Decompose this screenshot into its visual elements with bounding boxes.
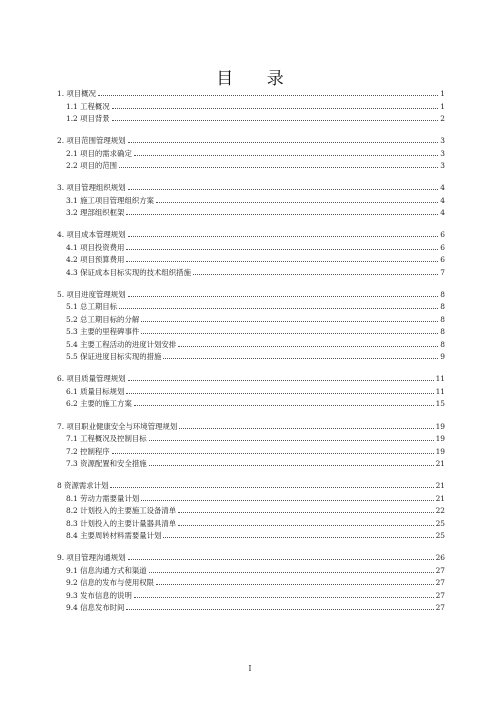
toc-entry-label: 2.1 项目的需求确定 <box>66 148 132 158</box>
toc-entry-label: 2. 项目范围管理规划 <box>57 136 126 146</box>
toc-entry-label: 9.1 信息沟通方式和渠道 <box>66 565 147 575</box>
toc-dot-leader <box>156 193 438 203</box>
toc-section-entry[interactable] <box>57 371 445 384</box>
toc-entry-page-number: 15 <box>435 399 445 409</box>
toc-dot-leader <box>128 180 439 190</box>
toc-dot-leader <box>119 299 438 309</box>
toc-entry-page-number: 11 <box>435 386 445 396</box>
toc-entry-page-number: 8 <box>440 339 445 349</box>
toc-entry-label: 5.2 总工期目标的分解 <box>66 314 140 324</box>
toc-entry-page-number: 3 <box>440 161 445 171</box>
toc-entry-label: 4. 项目成本管理规划 <box>57 230 126 240</box>
toc-entry-label: 1.1 工程概况 <box>66 101 110 111</box>
toc-entry-label: 1. 项目概况 <box>57 89 96 98</box>
toc-entry-label: 8 资源需求计划 <box>57 481 109 491</box>
toc-subsection-entry[interactable] <box>57 456 445 469</box>
toc-dot-leader <box>149 431 434 441</box>
toc-entry-page-number: 6 <box>440 242 445 252</box>
toc-dot-leader <box>193 265 438 275</box>
toc-subsection-entry[interactable] <box>57 384 445 397</box>
toc-entry-page-number: 21 <box>435 459 445 469</box>
toc-section-entry[interactable] <box>57 478 445 491</box>
toc-dot-leader <box>134 146 438 156</box>
toc-subsection-entry[interactable] <box>57 444 445 457</box>
toc-entry-page-number: 21 <box>435 493 445 503</box>
toc-subsection-entry[interactable] <box>57 252 445 265</box>
toc-entry-label: 5.3 主要的里程碑事件 <box>66 327 140 337</box>
toc-subsection-entry[interactable] <box>57 324 445 337</box>
toc-dot-leader <box>110 478 433 488</box>
toc-subsection-entry[interactable] <box>57 563 445 576</box>
toc-entry-page-number: 3 <box>440 148 445 158</box>
toc-subsection-entry[interactable] <box>57 146 445 159</box>
toc-dot-leader <box>112 111 439 121</box>
toc-entry-label: 5.1 总工期目标 <box>66 302 118 312</box>
toc-entry-page-number: 4 <box>440 183 445 193</box>
toc-entry-page-number: 19 <box>435 434 445 444</box>
toc-entry-label: 9.4 信息发布时间 <box>66 603 125 613</box>
toc-entry-label: 4.3 保证成本目标实现的技术组织措施 <box>66 267 191 277</box>
toc-dot-leader <box>141 312 438 322</box>
toc-subsection-entry[interactable] <box>57 575 445 588</box>
toc-subsection-entry[interactable] <box>57 99 445 112</box>
toc-entry-page-number: 25 <box>435 518 445 528</box>
toc-dot-leader <box>128 371 434 381</box>
toc-entry-label: 5. 项目进度管理规划 <box>57 289 126 299</box>
toc-subsection-entry[interactable] <box>57 396 445 409</box>
toc-entry-page-number: 19 <box>435 446 445 456</box>
toc-entry-page-number: 9 <box>440 352 445 362</box>
toc-entry-page-number: 6 <box>440 230 445 240</box>
toc-subsection-entry[interactable] <box>57 337 445 350</box>
toc-section-entry[interactable] <box>57 419 445 432</box>
toc-dot-leader <box>126 240 438 250</box>
toc-dot-leader <box>163 528 433 538</box>
toc-dot-leader <box>149 456 434 466</box>
toc-dot-leader <box>178 503 433 513</box>
toc-dot-leader <box>119 158 438 168</box>
toc-entry-page-number: 1 <box>440 89 445 98</box>
toc-entry-label: 8.3 计划投入的主要计量器具清单 <box>66 518 177 528</box>
toc-entry-page-number: 22 <box>435 506 445 516</box>
toc-entry-label: 8.4 主要周转材料需要量计划 <box>66 531 162 541</box>
toc-dot-leader <box>126 205 438 215</box>
toc-dot-leader <box>141 324 438 334</box>
toc-dot-leader <box>134 588 434 598</box>
toc-section-entry[interactable] <box>57 287 445 300</box>
toc-entry-label: 7.3 资源配置和安全措施 <box>66 459 147 469</box>
toc-entry-page-number: 4 <box>440 195 445 205</box>
toc-section-entry[interactable] <box>57 86 445 99</box>
toc-dot-leader <box>141 491 433 501</box>
toc-entry-page-number: 8 <box>440 289 445 299</box>
toc-entry-label: 8.1 劳动力需要量计划 <box>66 493 140 503</box>
toc-dot-leader <box>128 227 439 237</box>
table-of-contents <box>57 86 445 613</box>
page-number: I <box>248 664 252 673</box>
toc-subsection-entry[interactable] <box>57 111 445 124</box>
toc-entry-page-number: 6 <box>440 255 445 265</box>
toc-entry-label: 9. 项目管理沟通规划 <box>57 553 126 563</box>
toc-section-entry[interactable] <box>57 227 445 240</box>
toc-dot-leader <box>178 516 433 526</box>
toc-subsection-entry[interactable] <box>57 240 445 253</box>
toc-subsection-entry[interactable] <box>57 312 445 325</box>
toc-entry-label: 9.3 发布信息的说明 <box>66 590 132 600</box>
toc-entry-label: 3. 项目管理组织规划 <box>57 183 126 193</box>
toc-entry-page-number: 8 <box>440 314 445 324</box>
toc-subsection-entry[interactable] <box>57 299 445 312</box>
toc-entry-label: 5.4 主要工程活动的进度计划安排 <box>66 339 177 349</box>
toc-subsection-entry[interactable] <box>57 516 445 529</box>
toc-dot-leader <box>134 396 434 406</box>
toc-entry-page-number: 27 <box>435 603 445 613</box>
toc-subsection-entry[interactable] <box>57 600 445 613</box>
toc-section-entry[interactable] <box>57 133 445 146</box>
toc-entry-page-number: 27 <box>435 578 445 588</box>
toc-subsection-entry[interactable] <box>57 158 445 171</box>
toc-dot-leader <box>149 563 434 573</box>
toc-entry-label: 4.2 项目预算费用 <box>66 255 125 265</box>
toc-entry-page-number: 7 <box>440 267 445 277</box>
toc-subsection-entry[interactable] <box>57 588 445 601</box>
toc-subsection-entry[interactable] <box>57 503 445 516</box>
toc-entry-label: 2.2 项目的范围 <box>66 161 118 171</box>
toc-subsection-entry[interactable] <box>57 193 445 206</box>
toc-subsection-entry[interactable] <box>57 491 445 504</box>
toc-dot-leader <box>112 444 434 454</box>
toc-dot-leader <box>128 550 434 560</box>
toc-dot-leader <box>126 600 433 610</box>
toc-entry-label: 6.1 质量目标规划 <box>66 386 125 396</box>
toc-entry-page-number: 27 <box>435 565 445 575</box>
toc-entry-page-number: 11 <box>435 374 445 384</box>
toc-subsection-entry[interactable] <box>57 431 445 444</box>
toc-dot-leader <box>112 99 439 109</box>
toc-entry-label: 6.2 主要的施工方案 <box>66 399 132 409</box>
toc-dot-leader <box>126 252 438 262</box>
toc-entry-label: 7. 项目职业健康安全与环境管理规划 <box>57 421 178 431</box>
toc-section-entry[interactable] <box>57 550 445 563</box>
toc-entry-label: 7.2 控制程序 <box>66 446 110 456</box>
toc-entry-page-number: 4 <box>440 208 445 218</box>
toc-entry-label: 9.2 信息的发布与使用权限 <box>66 578 155 588</box>
toc-dot-leader <box>178 337 438 347</box>
toc-entry-page-number: 8 <box>440 327 445 337</box>
toc-entry-label: 3.2 理部组织框架 <box>66 208 125 218</box>
toc-entry-page-number: 3 <box>440 136 445 146</box>
toc-entry-label: 1.2 项目背景 <box>66 114 110 123</box>
toc-dot-leader <box>156 575 434 585</box>
toc-entry-page-number: 1 <box>440 101 445 111</box>
toc-entry-label: 8.2 计划投入的主要施工设备清单 <box>66 506 177 516</box>
toc-entry-label: 3.1 施工项目管理组织方案 <box>66 195 155 205</box>
toc-entry-page-number: 26 <box>435 553 445 563</box>
page-title: 目 录 <box>216 69 298 89</box>
toc-dot-leader <box>98 86 438 96</box>
toc-subsection-entry[interactable] <box>57 349 445 362</box>
toc-subsection-entry[interactable] <box>57 528 445 541</box>
toc-entry-page-number: 19 <box>435 421 445 431</box>
toc-entry-page-number: 25 <box>435 531 445 541</box>
toc-dot-leader <box>128 287 439 297</box>
toc-entry-label: 4.1 项目投资费用 <box>66 242 125 252</box>
toc-entry-page-number: 27 <box>435 590 445 600</box>
toc-entry-page-number: 8 <box>440 302 445 312</box>
toc-dot-leader <box>163 349 438 359</box>
toc-dot-leader <box>179 419 433 429</box>
toc-entry-label: 7.1 工程概况及控制目标 <box>66 434 147 444</box>
toc-entry-label: 6. 项目质量管理规划 <box>57 374 126 384</box>
toc-entry-page-number: 2 <box>440 114 445 123</box>
toc-dot-leader <box>128 133 439 143</box>
toc-section-entry[interactable] <box>57 180 445 193</box>
toc-dot-leader <box>126 384 433 394</box>
toc-subsection-entry[interactable] <box>57 205 445 218</box>
toc-entry-page-number: 21 <box>435 481 445 491</box>
toc-entry-label: 5.5 保证进度目标实现的措施 <box>66 352 162 362</box>
toc-subsection-entry[interactable] <box>57 265 445 278</box>
